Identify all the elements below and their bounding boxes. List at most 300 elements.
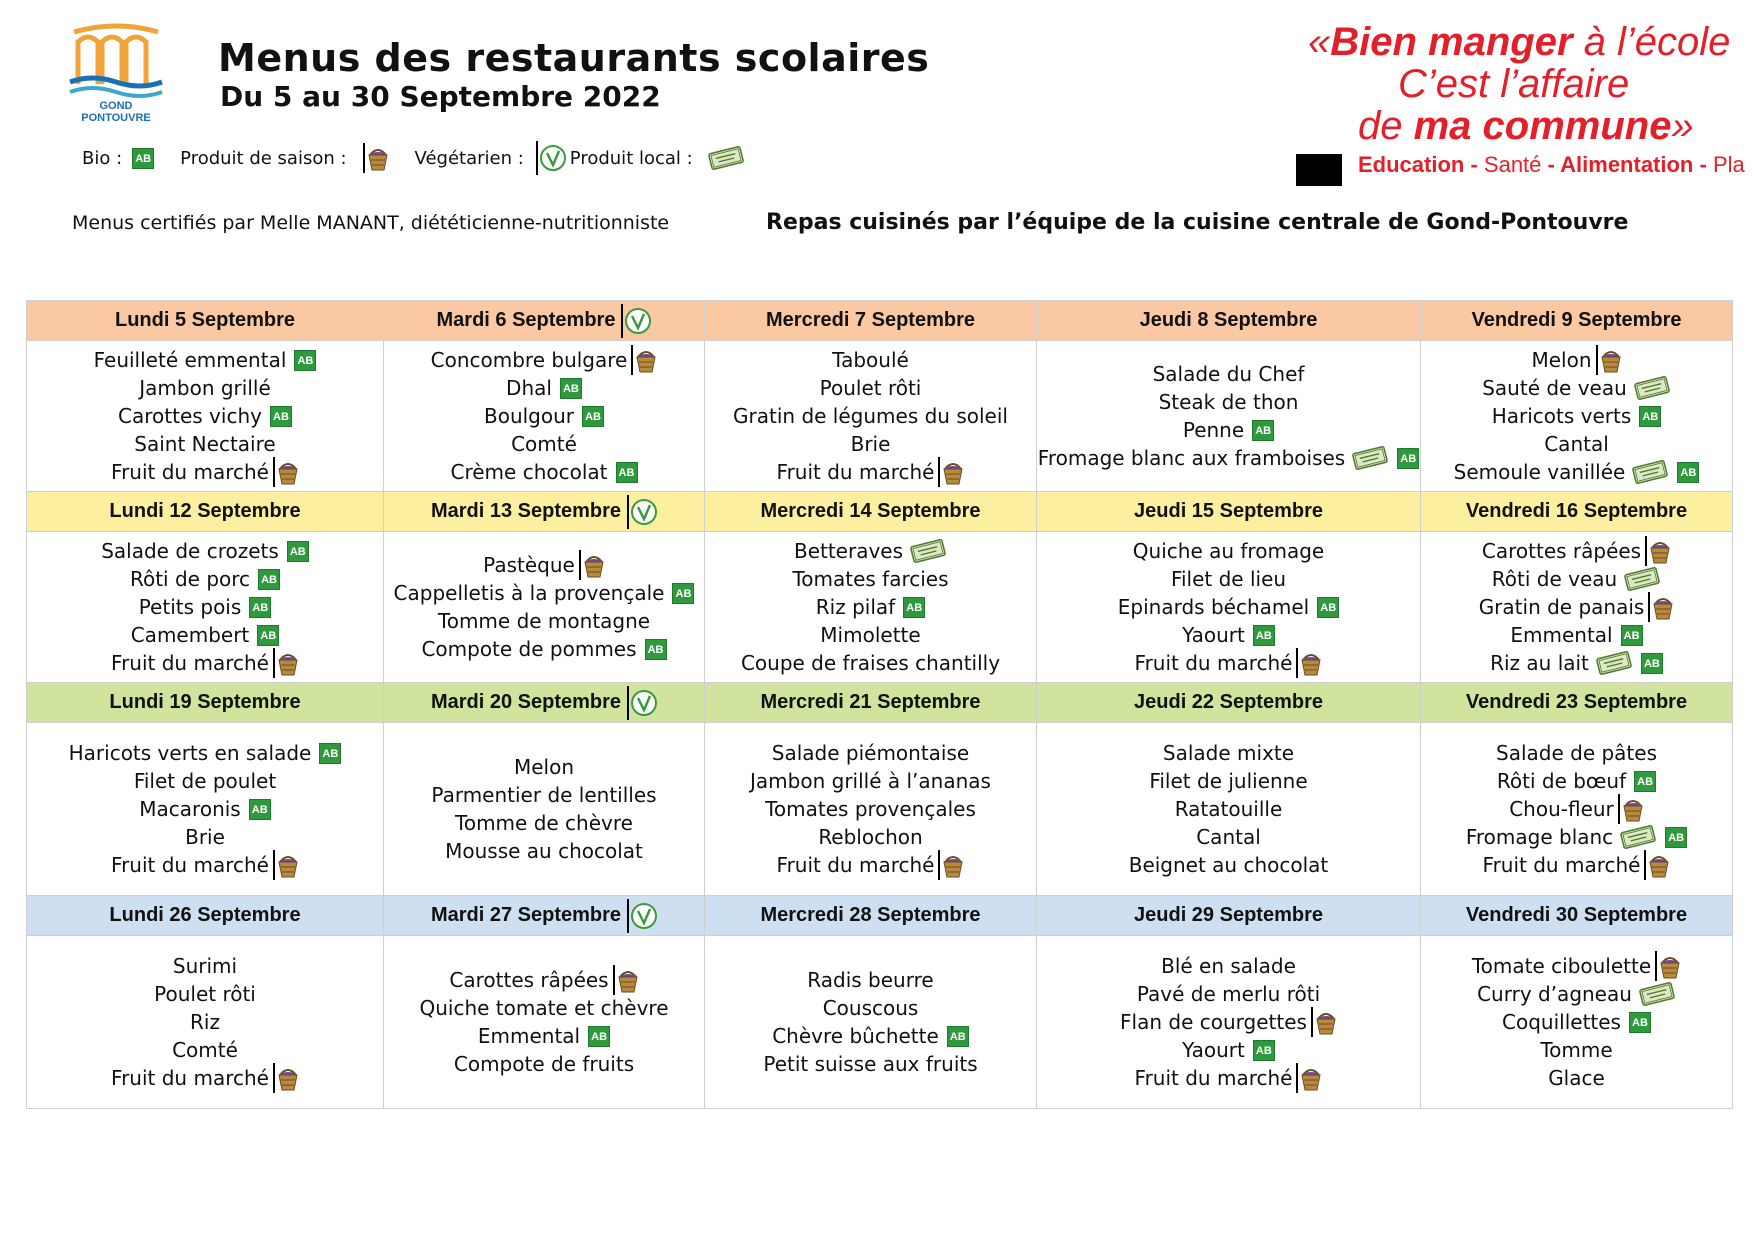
menu-item-text: Camembert bbox=[130, 623, 250, 647]
menu-item-text: Jambon grillé bbox=[139, 376, 271, 400]
menu-item bbox=[705, 565, 1036, 593]
menu-item bbox=[384, 994, 704, 1022]
menu-item bbox=[1421, 739, 1732, 767]
day-label: Vendredi 9 Septembre bbox=[1471, 309, 1682, 331]
day-menu-cell bbox=[27, 341, 384, 492]
menu-item bbox=[705, 458, 1036, 486]
menu-item bbox=[27, 823, 383, 851]
menu-item bbox=[705, 346, 1036, 374]
menu-item bbox=[1037, 980, 1420, 1008]
day-label: Jeudi 22 Septembre bbox=[1134, 691, 1323, 713]
menu-item bbox=[27, 739, 383, 767]
menu-item-text: Ratatouille bbox=[1174, 797, 1283, 821]
menu-item-text: Fruit du marché bbox=[1134, 1066, 1293, 1090]
menu-item-text: Betteraves bbox=[793, 539, 904, 563]
week-header-row bbox=[27, 896, 1733, 936]
menu-item bbox=[705, 537, 1036, 565]
menu-item bbox=[384, 1022, 704, 1050]
local-product-icon bbox=[1351, 446, 1389, 470]
menu-item bbox=[27, 458, 383, 486]
menu-item-text: Feuilleté emmental bbox=[93, 348, 287, 372]
basket-icon bbox=[363, 143, 389, 173]
vegetarian-icon bbox=[627, 495, 657, 529]
menu-item bbox=[384, 458, 704, 486]
day-menu-cell bbox=[384, 341, 705, 492]
local-product-icon bbox=[1623, 567, 1661, 591]
legend-vegetarien-label: Végétarien : bbox=[414, 147, 524, 169]
menu-item-text: Fruit du marché bbox=[111, 1066, 269, 1090]
basket-icon bbox=[1296, 648, 1322, 678]
logo-arches-icon bbox=[68, 22, 164, 100]
menu-item-text: Concombre bulgare bbox=[430, 348, 628, 372]
menu-item bbox=[705, 1050, 1036, 1078]
menu-item-text: Mimolette bbox=[820, 623, 921, 647]
bio-icon: AB bbox=[588, 1026, 610, 1047]
menu-item bbox=[27, 1008, 383, 1036]
bio-icon: AB bbox=[1621, 625, 1643, 646]
week-menu-row bbox=[27, 723, 1733, 896]
bio-icon: AB bbox=[903, 597, 925, 618]
menu-item-text: Macaronis bbox=[139, 797, 241, 821]
day-menu-cell bbox=[705, 936, 1037, 1109]
bio-icon: AB bbox=[582, 406, 604, 427]
page-title: Menus des restaurants scolaires bbox=[218, 36, 930, 80]
bio-icon: AB bbox=[132, 148, 154, 169]
menu-item bbox=[27, 649, 383, 677]
menu-item bbox=[384, 635, 704, 663]
menu-item bbox=[705, 593, 1036, 621]
menu-item-text: Riz bbox=[190, 1010, 220, 1034]
menu-item-text: Haricots verts en salade bbox=[68, 741, 312, 765]
menu-item bbox=[1421, 980, 1732, 1008]
menu-item-text: Carottes vichy bbox=[118, 404, 262, 428]
menu-item bbox=[384, 579, 704, 607]
menu-item bbox=[384, 753, 704, 781]
day-label: Mercredi 28 Septembre bbox=[760, 904, 981, 926]
menu-item-text: Blé en salade bbox=[1161, 954, 1296, 978]
bio-icon: AB bbox=[1317, 597, 1339, 618]
day-header bbox=[27, 683, 384, 723]
slogan-line-3: de ma commune» bbox=[1358, 104, 1694, 148]
menu-item bbox=[1037, 823, 1420, 851]
week-menu-row bbox=[27, 532, 1733, 683]
menu-item bbox=[384, 374, 704, 402]
menu-item-text: Yaourt bbox=[1182, 623, 1245, 647]
day-label: Lundi 26 Septembre bbox=[109, 904, 301, 926]
day-header bbox=[1037, 683, 1421, 723]
menu-item bbox=[384, 607, 704, 635]
menu-item-text: Haricots verts bbox=[1491, 404, 1632, 428]
day-menu-cell bbox=[1037, 532, 1421, 683]
bio-icon: AB bbox=[1629, 1012, 1651, 1033]
day-menu-cell bbox=[27, 532, 384, 683]
menu-item-text: Coupe de fraises chantilly bbox=[740, 651, 1001, 675]
day-header bbox=[384, 492, 705, 532]
day-header bbox=[705, 896, 1037, 936]
day-header bbox=[1037, 896, 1421, 936]
basket-icon bbox=[1596, 345, 1622, 375]
menu-item bbox=[27, 430, 383, 458]
basket-icon bbox=[1644, 850, 1670, 880]
day-menu-cell bbox=[705, 341, 1037, 492]
menu-item bbox=[384, 402, 704, 430]
menu-item bbox=[1037, 593, 1420, 621]
bio-icon: AB bbox=[258, 569, 280, 590]
menu-item bbox=[384, 837, 704, 865]
day-label: Jeudi 29 Septembre bbox=[1134, 904, 1323, 926]
menu-item-text: Gratin de légumes du soleil bbox=[733, 404, 1008, 428]
menu-item-text: Chèvre bûchette bbox=[772, 1024, 939, 1048]
menu-item-text: Reblochon bbox=[818, 825, 923, 849]
menu-item-text: Poulet rôti bbox=[819, 376, 922, 400]
menu-item-text: Brie bbox=[185, 825, 225, 849]
basket-icon bbox=[1645, 536, 1671, 566]
day-label: Mardi 13 Septembre bbox=[430, 500, 622, 522]
menu-item-text: Emmental bbox=[1510, 623, 1613, 647]
menu-item bbox=[1037, 621, 1420, 649]
menu-item-text: Rôti de bœuf bbox=[1496, 769, 1627, 793]
day-label: Mercredi 21 Septembre bbox=[760, 691, 981, 713]
local-product-icon bbox=[1619, 825, 1657, 849]
menu-item-text: Pastèque bbox=[483, 553, 575, 577]
menu-item-text: Salade de pâtes bbox=[1496, 741, 1657, 765]
menu-item-text: Penne bbox=[1182, 418, 1245, 442]
week-header-row bbox=[27, 492, 1733, 532]
basket-icon bbox=[1311, 1007, 1337, 1037]
bio-icon: AB bbox=[1253, 1040, 1275, 1061]
menu-item-text: Jambon grillé à l’ananas bbox=[750, 769, 991, 793]
menu-item-text: Rôti de veau bbox=[1491, 567, 1618, 591]
week-header-row bbox=[27, 683, 1733, 723]
bio-icon: AB bbox=[1641, 653, 1663, 674]
day-header bbox=[705, 301, 1037, 341]
menu-item-text: Comté bbox=[511, 432, 577, 456]
legend bbox=[82, 140, 745, 176]
menu-item bbox=[1037, 851, 1420, 879]
menu-item bbox=[705, 767, 1036, 795]
bio-icon: AB bbox=[294, 350, 316, 371]
menu-item-text: Cantal bbox=[1196, 825, 1261, 849]
day-header bbox=[705, 683, 1037, 723]
menu-item-text: Melon bbox=[513, 755, 575, 779]
day-header bbox=[1037, 492, 1421, 532]
day-header bbox=[27, 896, 384, 936]
menu-item bbox=[384, 809, 704, 837]
day-menu-cell bbox=[1037, 341, 1421, 492]
menu-item-text: Fruit du marché bbox=[111, 460, 269, 484]
menu-item-text: Fromage blanc bbox=[1465, 825, 1614, 849]
basket-icon bbox=[938, 850, 964, 880]
menu-item-text: Salade de crozets bbox=[101, 539, 279, 563]
menu-item-text: Chou-fleur bbox=[1509, 797, 1614, 821]
menu-item-text: Filet de poulet bbox=[133, 769, 277, 793]
menu-item-text: Fromage blanc aux framboises bbox=[1037, 446, 1346, 470]
vegetarian-icon bbox=[621, 304, 651, 338]
day-menu-cell bbox=[1421, 723, 1733, 896]
day-menu-cell bbox=[384, 723, 705, 896]
menu-item bbox=[1037, 565, 1420, 593]
menu-item bbox=[1037, 795, 1420, 823]
menu-item bbox=[1421, 767, 1732, 795]
menu-item bbox=[27, 980, 383, 1008]
day-header bbox=[384, 683, 705, 723]
logo-text-line-2: PONTOUVRE bbox=[81, 112, 151, 124]
menu-item-text: Tomates farcies bbox=[792, 567, 949, 591]
menu-item-text: Crème chocolat bbox=[450, 460, 608, 484]
menu-item-text: Quiche au fromage bbox=[1132, 539, 1325, 563]
day-label: Vendredi 30 Septembre bbox=[1465, 904, 1688, 926]
legend-local-label: Produit local : bbox=[569, 147, 693, 169]
menu-item-text: Tomme de montagne bbox=[437, 609, 651, 633]
week-menu-row bbox=[27, 936, 1733, 1109]
day-header bbox=[1421, 896, 1733, 936]
menu-item bbox=[27, 851, 383, 879]
menu-item bbox=[1037, 360, 1420, 388]
basket-icon bbox=[938, 457, 964, 487]
local-product-icon bbox=[1638, 982, 1676, 1006]
bio-icon: AB bbox=[1252, 420, 1274, 441]
menu-item-text: Beignet au chocolat bbox=[1128, 853, 1329, 877]
menu-item bbox=[384, 430, 704, 458]
day-header bbox=[1421, 301, 1733, 341]
menu-item-text: Riz pilaf bbox=[815, 595, 896, 619]
menu-item-text: Salade piémontaise bbox=[771, 741, 970, 765]
bio-icon: AB bbox=[287, 541, 309, 562]
menu-item-text: Petits pois bbox=[138, 595, 242, 619]
menu-item-text: Rôti de porc bbox=[129, 567, 251, 591]
day-label: Vendredi 23 Septembre bbox=[1465, 691, 1688, 713]
day-label: Lundi 5 Septembre bbox=[114, 309, 296, 331]
menu-item bbox=[705, 1022, 1036, 1050]
legend-saison-label: Produit de saison : bbox=[180, 147, 347, 169]
menu-item-text: Emmental bbox=[477, 1024, 581, 1048]
day-menu-cell bbox=[1037, 723, 1421, 896]
menu-item bbox=[1037, 1008, 1420, 1036]
menu-item bbox=[1421, 346, 1732, 374]
menu-item-text: Petit suisse aux fruits bbox=[763, 1052, 978, 1076]
day-header bbox=[27, 492, 384, 532]
vegetarian-icon bbox=[627, 686, 657, 720]
local-product-icon bbox=[1633, 376, 1671, 400]
menu-item bbox=[1037, 1036, 1420, 1064]
bio-icon: AB bbox=[645, 639, 667, 660]
bio-icon: AB bbox=[560, 378, 582, 399]
menu-item bbox=[27, 346, 383, 374]
menu-item bbox=[1037, 649, 1420, 677]
menu-item bbox=[27, 402, 383, 430]
menu-item bbox=[27, 374, 383, 402]
menu-item bbox=[384, 1050, 704, 1078]
day-menu-cell bbox=[384, 532, 705, 683]
bio-icon: AB bbox=[1677, 462, 1699, 483]
menu-item bbox=[27, 565, 383, 593]
menu-item bbox=[384, 781, 704, 809]
day-header bbox=[27, 301, 384, 341]
basket-icon bbox=[273, 648, 299, 678]
menu-item-text: Salade mixte bbox=[1162, 741, 1295, 765]
menu-item-text: Quiche tomate et chèvre bbox=[419, 996, 669, 1020]
menu-item-text: Pavé de merlu rôti bbox=[1136, 982, 1321, 1006]
basket-icon bbox=[579, 550, 605, 580]
legend-bio-label: Bio : bbox=[82, 147, 123, 169]
vegetarian-icon bbox=[627, 899, 657, 933]
day-header bbox=[1037, 301, 1421, 341]
menu-item-text: Parmentier de lentilles bbox=[431, 783, 657, 807]
basket-icon bbox=[1618, 794, 1644, 824]
slogan bbox=[1300, 16, 1745, 186]
week-header-row bbox=[27, 301, 1733, 341]
day-menu-cell bbox=[1421, 936, 1733, 1109]
menu-item-text: Taboulé bbox=[832, 348, 909, 372]
local-product-icon bbox=[707, 146, 745, 170]
menu-item bbox=[384, 346, 704, 374]
menu-item-text: Tomme bbox=[1540, 1038, 1613, 1062]
day-menu-cell bbox=[705, 532, 1037, 683]
menu-item-text: Boulgour bbox=[483, 404, 575, 428]
menu-item-text: Carottes râpées bbox=[449, 968, 609, 992]
menu-item bbox=[705, 994, 1036, 1022]
menu-item-text: Couscous bbox=[822, 996, 919, 1020]
menu-item bbox=[1421, 458, 1732, 486]
menu-item-text: Radis beurre bbox=[807, 968, 934, 992]
slogan-line-4: Education - Santé - Alimentation - Pla bbox=[1358, 152, 1745, 177]
basket-icon bbox=[631, 345, 657, 375]
gond-pontouvre-logo bbox=[68, 22, 164, 122]
basket-icon bbox=[613, 965, 639, 995]
menu-item bbox=[705, 739, 1036, 767]
menu-item-text: Fruit du marché bbox=[776, 460, 935, 484]
menu-item-text: Gratin de panais bbox=[1478, 595, 1645, 619]
menu-item bbox=[705, 430, 1036, 458]
menu-item bbox=[1037, 388, 1420, 416]
menu-item bbox=[705, 649, 1036, 677]
menu-item bbox=[1421, 537, 1732, 565]
slogan-line-1: «Bien manger à l’école bbox=[1308, 20, 1731, 64]
menu-item bbox=[27, 593, 383, 621]
menu-item bbox=[27, 795, 383, 823]
menu-item-text: Fruit du marché bbox=[111, 651, 269, 675]
page-subtitle: Du 5 au 30 Septembre 2022 bbox=[220, 80, 661, 113]
day-menu-cell bbox=[27, 723, 384, 896]
menu-item bbox=[27, 537, 383, 565]
logo-text-line-1: GOND bbox=[99, 100, 133, 112]
day-header bbox=[705, 492, 1037, 532]
menu-item-text: Salade du Chef bbox=[1152, 362, 1305, 386]
menu-item bbox=[1421, 430, 1732, 458]
menu-item bbox=[1421, 1036, 1732, 1064]
menu-item bbox=[1421, 823, 1732, 851]
menu-item-text: Melon bbox=[1531, 348, 1592, 372]
menu-item-text: Poulet rôti bbox=[154, 982, 256, 1006]
menu-item-text: Coquillettes bbox=[1502, 1010, 1621, 1034]
menu-item-text: Saint Nectaire bbox=[134, 432, 276, 456]
menu-item bbox=[1421, 795, 1732, 823]
menu-item-text: Sauté de veau bbox=[1482, 376, 1627, 400]
menu-item-text: Yaourt bbox=[1182, 1038, 1245, 1062]
day-label: Vendredi 16 Septembre bbox=[1465, 500, 1688, 522]
menu-item-text: Riz au lait bbox=[1490, 651, 1589, 675]
menu-item bbox=[1421, 621, 1732, 649]
local-product-icon bbox=[1595, 651, 1633, 675]
menu-item bbox=[27, 621, 383, 649]
menu-item-text: Glace bbox=[1548, 1066, 1605, 1090]
menu-item-text: Tomme de chèvre bbox=[455, 811, 633, 835]
menu-item-text: Fruit du marché bbox=[1482, 853, 1641, 877]
menu-item-text: Dhal bbox=[506, 376, 552, 400]
day-menu-cell bbox=[705, 723, 1037, 896]
menu-item-text: Semoule vanillée bbox=[1453, 460, 1626, 484]
bio-icon: AB bbox=[249, 799, 271, 820]
menu-item-text: Surimi bbox=[172, 954, 238, 978]
vegetarian-icon bbox=[536, 141, 566, 175]
menu-item bbox=[705, 966, 1036, 994]
menu-table bbox=[26, 300, 1733, 1109]
menu-item-text: Filet de lieu bbox=[1170, 567, 1287, 591]
menu-item bbox=[1037, 952, 1420, 980]
menu-item bbox=[1037, 416, 1420, 444]
bio-icon: AB bbox=[672, 583, 694, 604]
certified-by: Menus certifiés par Melle MANANT, diététicienne-nutritionniste bbox=[72, 212, 670, 234]
bio-icon: AB bbox=[616, 462, 638, 483]
bio-icon: AB bbox=[947, 1026, 969, 1047]
day-label: Mardi 27 Septembre bbox=[430, 904, 622, 926]
menu-item-text: Fruit du marché bbox=[1134, 651, 1293, 675]
menu-item bbox=[1421, 649, 1732, 677]
menu-item bbox=[1037, 739, 1420, 767]
day-header bbox=[384, 896, 705, 936]
menu-item bbox=[1037, 1064, 1420, 1092]
basket-icon bbox=[1648, 592, 1674, 622]
day-header bbox=[1421, 683, 1733, 723]
week-menu-row bbox=[27, 341, 1733, 492]
menu-item-text: Tomates provençales bbox=[765, 797, 976, 821]
menu-item-text: Compote de pommes bbox=[421, 637, 637, 661]
menu-item bbox=[1037, 767, 1420, 795]
day-label: Jeudi 15 Septembre bbox=[1134, 500, 1323, 522]
menu-item bbox=[1421, 952, 1732, 980]
day-header bbox=[384, 301, 705, 341]
day-label: Mardi 6 Septembre bbox=[436, 309, 616, 331]
menu-item bbox=[705, 851, 1036, 879]
day-label: Mardi 20 Septembre bbox=[430, 691, 622, 713]
bio-icon: AB bbox=[1639, 406, 1661, 427]
menu-item bbox=[27, 1064, 383, 1092]
day-label: Mercredi 7 Septembre bbox=[766, 309, 975, 331]
menu-item-text: Fruit du marché bbox=[111, 853, 269, 877]
menu-item bbox=[705, 402, 1036, 430]
menu-item-text: Cantal bbox=[1544, 432, 1609, 456]
menu-item bbox=[384, 966, 704, 994]
bio-icon: AB bbox=[1397, 448, 1419, 469]
menu-item-text: Epinards béchamel bbox=[1117, 595, 1310, 619]
menu-item bbox=[27, 1036, 383, 1064]
menu-item bbox=[705, 823, 1036, 851]
bio-icon: AB bbox=[257, 625, 279, 646]
menu-item-text: Carottes râpées bbox=[1481, 539, 1642, 563]
day-menu-cell bbox=[27, 936, 384, 1109]
bio-icon: AB bbox=[1634, 771, 1656, 792]
basket-icon bbox=[273, 1063, 299, 1093]
menu-item bbox=[705, 621, 1036, 649]
bio-icon: AB bbox=[1253, 625, 1275, 646]
redaction-box bbox=[1296, 154, 1342, 186]
local-product-icon bbox=[1631, 460, 1669, 484]
menu-item bbox=[1037, 537, 1420, 565]
menu-item bbox=[1421, 851, 1732, 879]
slogan-line-2: C’est l’affaire bbox=[1398, 62, 1630, 106]
menu-item bbox=[1421, 402, 1732, 430]
day-menu-cell bbox=[1037, 936, 1421, 1109]
